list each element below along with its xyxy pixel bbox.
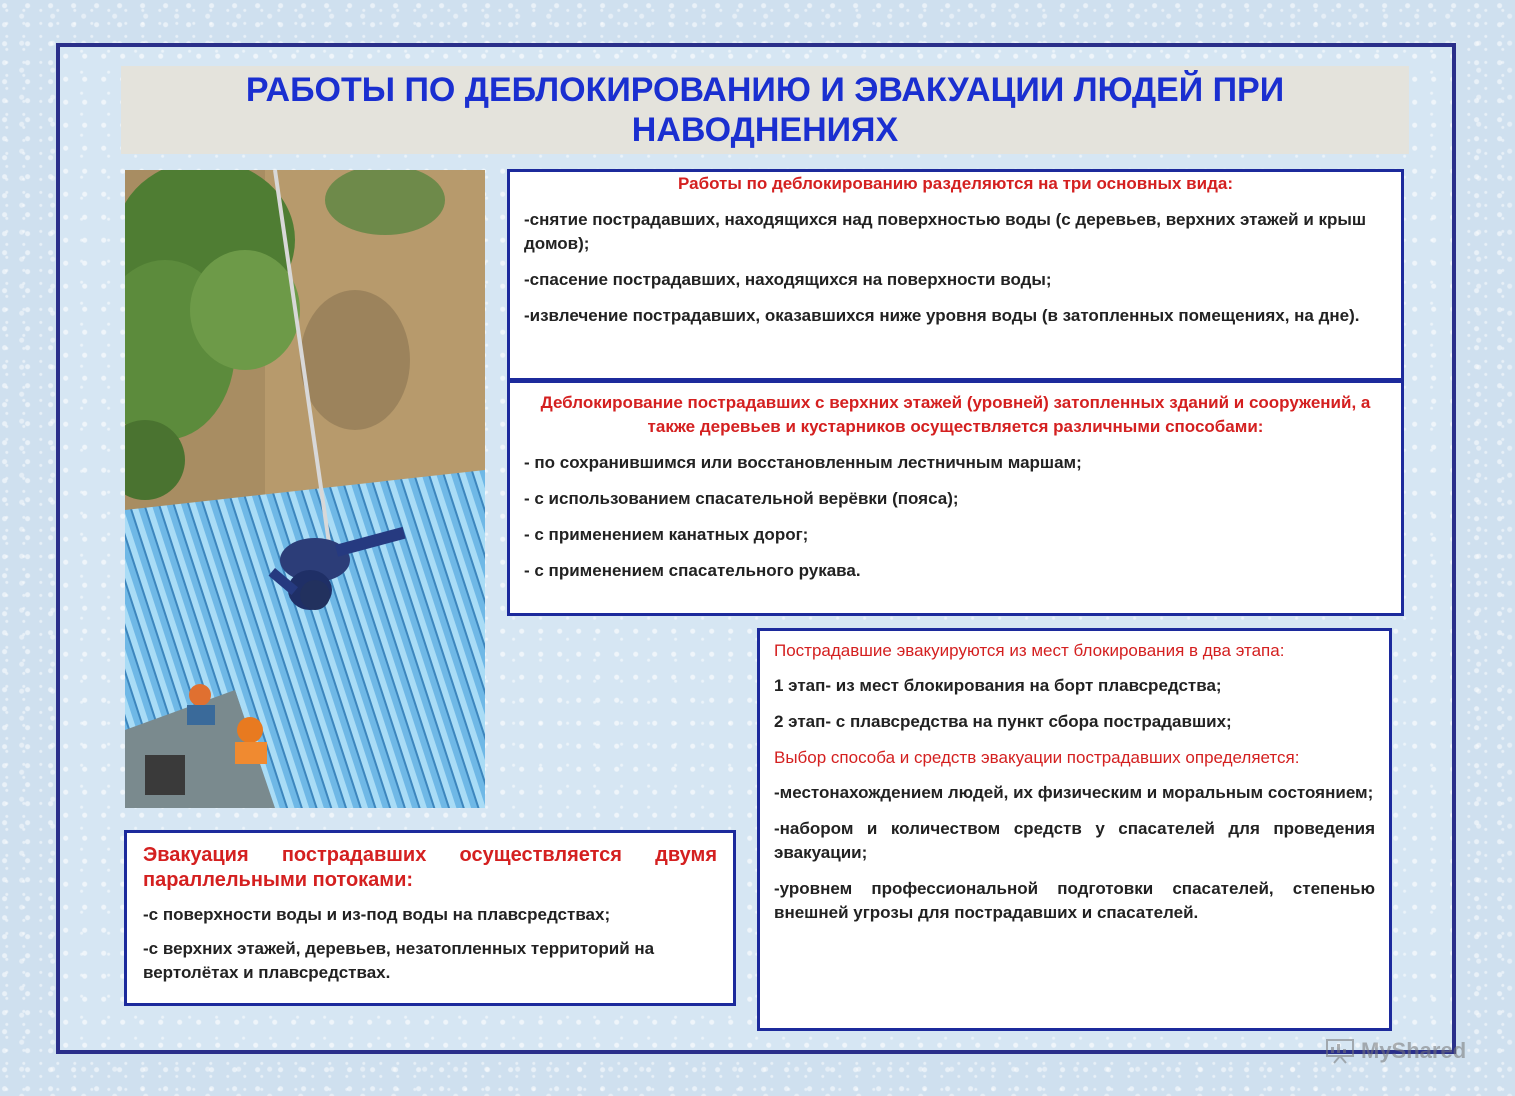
evacuation-flow-item: -с верхних этажей, деревьев, незатопленных территорий на вертолётах и плавсредствах. xyxy=(143,939,655,982)
deblocking-type-item: -извлечение пострадавших, оказавшихся ниже уровня воды (в затопленных помещениях, на дне). xyxy=(524,306,1360,325)
presentation-icon xyxy=(1325,1038,1355,1064)
evacuation-choice-heading: Выбор способа и средств эвакуации пострадавших определяется: xyxy=(774,748,1300,767)
evacuation-flows-heading: Эвакуация пострадавших осуществляется двумя параллельными потоками: xyxy=(143,844,717,891)
deblocking-method-item: - с применением канатных дорог; xyxy=(524,525,809,544)
evacuation-stage-1: 1 этап- из мест блокирования на борт плавсредства; xyxy=(774,676,1222,695)
rescue-photo xyxy=(125,170,485,808)
deblocking-methods-box xyxy=(507,380,1404,616)
deblocking-method-item: - с использованием спасательной верёвки (пояса); xyxy=(524,489,959,508)
page-title xyxy=(246,70,1284,150)
deblocking-methods-heading: Деблокирование пострадавших с верхних этажей (уровней) затопленных зданий и сооружений, а также деревьев и кустарников осуществляется различными способами: xyxy=(540,393,1371,436)
deblocking-method-item: - с применением спасательного рукава. xyxy=(524,561,861,580)
rescue-photo-illustration xyxy=(125,170,485,808)
page-title-line1: РАБОТЫ ПО ДЕБЛОКИРОВАНИЮ И ЭВАКУАЦИИ ЛЮДЕЙ ПРИ xyxy=(245,71,1285,109)
evacuation-factor-item: -набором и количеством средств у спасателей для проведения эвакуации; xyxy=(774,819,1375,862)
watermark xyxy=(1325,1035,1485,1067)
evacuation-stage-2: 2 этап- с плавсредства на пункт сбора пострадавших; xyxy=(774,712,1232,731)
deblocking-method-item: - по сохранившимся или восстановленным лестничным маршам; xyxy=(524,453,1082,472)
deblocking-types-box xyxy=(507,169,1404,381)
deblocking-types-heading: Работы по деблокированию разделяются на три основных вида: xyxy=(678,174,1233,193)
page-title-line2: НАВОДНЕНИЯХ xyxy=(631,111,899,149)
evacuation-flow-item: -с поверхности воды и из-под воды на плавсредствах; xyxy=(143,905,611,924)
deblocking-type-item: -спасение пострадавших, находящихся на поверхности воды; xyxy=(524,270,1052,289)
evacuation-factor-item: -уровнем профессиональной подготовки спасателей, степенью внешней угрозы для пострадавших и спасателей. xyxy=(774,879,1375,922)
title-band xyxy=(121,66,1409,154)
evacuation-factor-item: -местонахождением людей, их физическим и моральным состоянием; xyxy=(774,783,1374,802)
evacuation-stages-box xyxy=(757,628,1392,1031)
watermark-text: MyShared xyxy=(1361,1038,1467,1063)
deblocking-type-item: -снятие пострадавших, находящихся над поверхностью воды (с деревьев, верхних этажей и крыш домов); xyxy=(524,210,1367,253)
evacuation-stages-heading: Пострадавшие эвакуируются из мест блокирования в два этапа: xyxy=(774,641,1285,660)
evacuation-flows-box xyxy=(124,830,736,1006)
